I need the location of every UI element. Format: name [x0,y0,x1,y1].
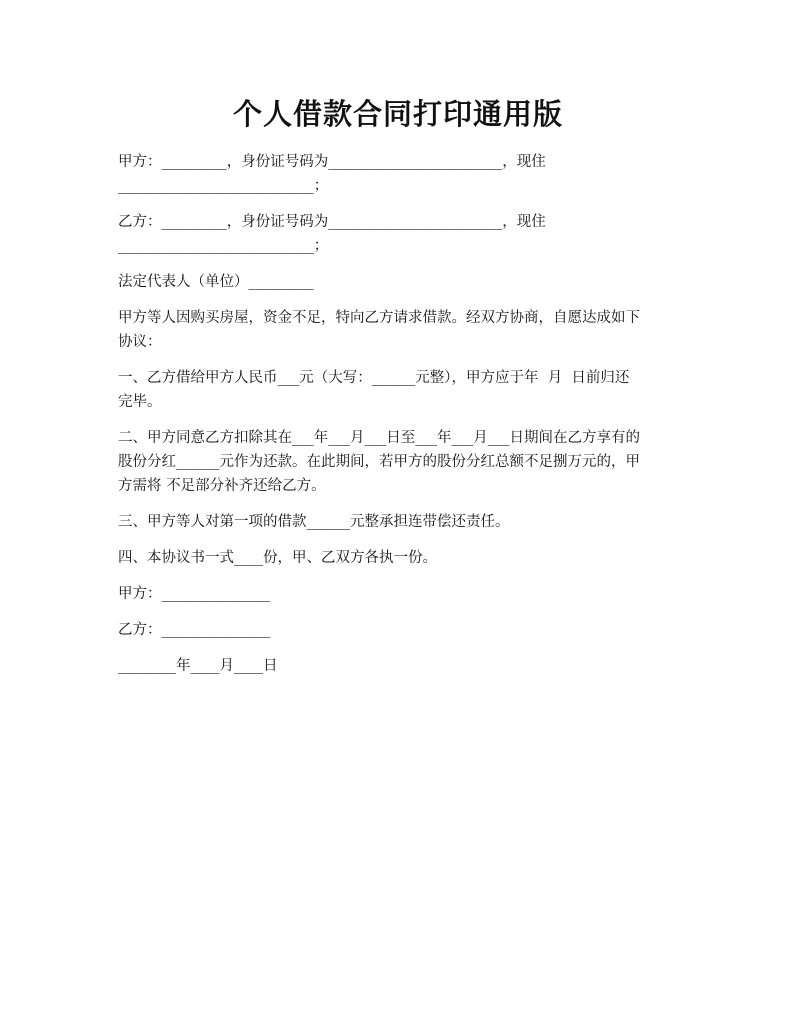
party-a-info: 甲方：_________，身份证号码为________________________，现住 ___________________________； [118,154,546,194]
legal-representative: 法定代表人（单位）_________ [118,274,314,290]
clause-3: 三、甲方等人对第一项的借款______元整承担连带偿还责任。 [118,514,510,530]
purpose-paragraph: 甲方等人因购买房屋，资金不足，特向乙方请求借款。经双方协商，自愿达成如下 协议： [118,310,640,350]
clause-4: 四、本协议书一式____份，甲、乙双方各执一份。 [118,550,437,566]
signature-party-a: 甲方：_______________ [118,586,271,602]
clause-2: 二、甲方同意乙方扣除其在___年___月___日至___年___月___日期间在乙方享有的 股份分红______元作为还款。在此期间，若甲方的股份分红总额不足捌万元的，甲 方需将 不足部分补齐还给乙方。 [118,430,640,494]
date-line: ________年____月____日 [118,658,278,674]
clause-1: 一、乙方借给甲方人民币___元（大写：______元整），甲方应于年 月 日前归还 完毕。 [118,370,630,410]
document-title: 个人借款合同打印通用版 [232,97,563,131]
signature-party-b: 乙方：_______________ [118,622,271,638]
party-b-info: 乙方：_________，身份证号码为________________________，现住 ___________________________； [118,214,546,254]
document-body [118,150,680,690]
